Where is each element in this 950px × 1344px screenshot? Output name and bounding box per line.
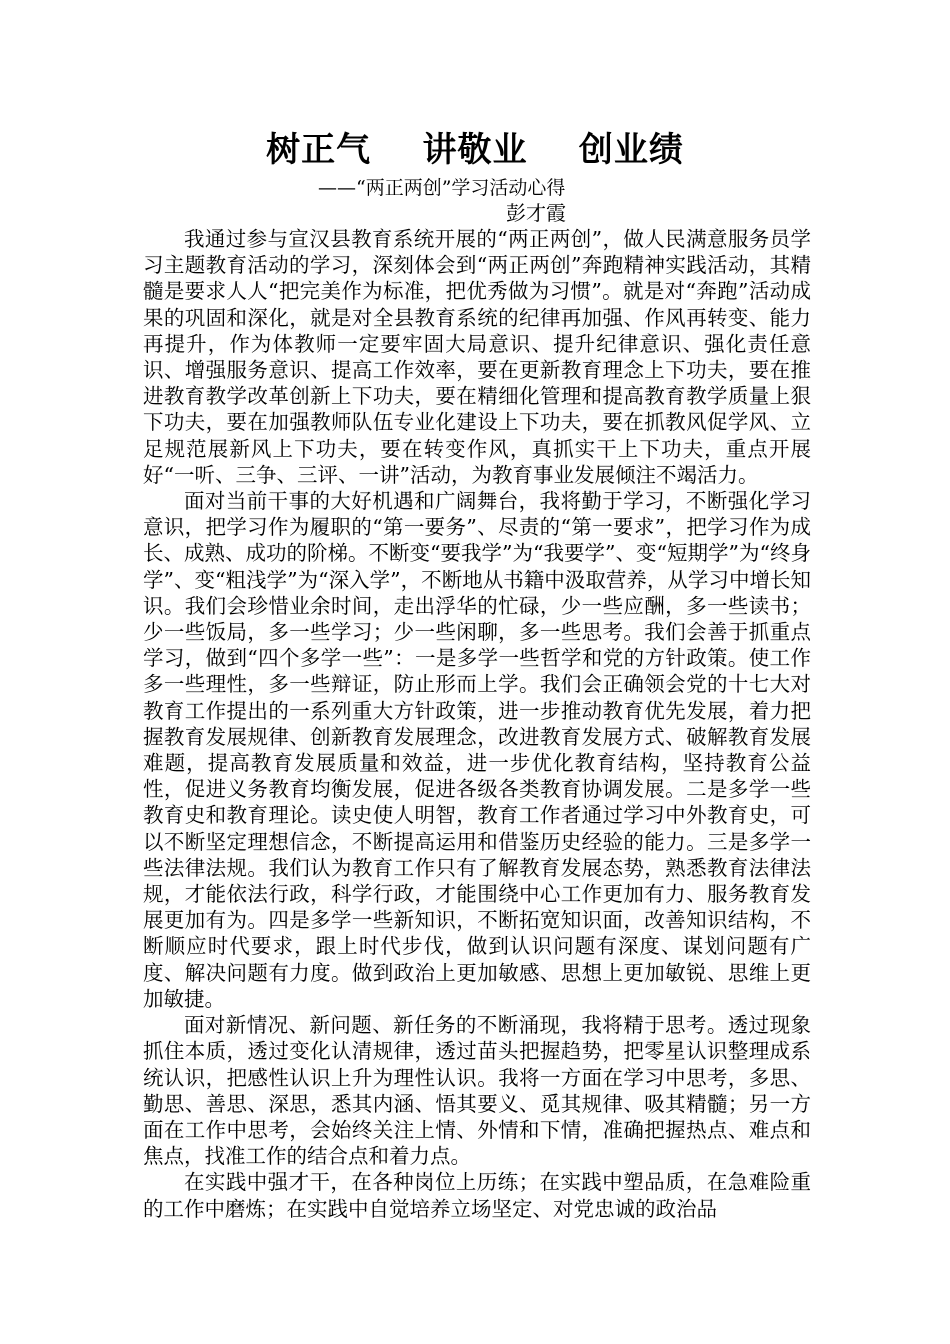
document-title: 树正气 讲敬业 创业绩: [266, 130, 684, 170]
document-body: [143, 226, 811, 1222]
paragraph-3: 面对新情况、新问题、新任务的不断涌现，我将精于思考。透过现象抓住本质，透过变化认清规律，透过苗头把握趋势，把零星认识整理成系统认识，把感性认识上升为理性认识。我将一方面在学习中思考，多思、勤思、善思、深思，悉其内涵、悟其要义、觅其规律、吸其精髓；另一方面在工作中思考，会始终关注上情、外情和下情，准确把握热点、难点和焦点，找准工作的结合点和着力点。: [143, 1013, 811, 1169]
paragraph-1: 我通过参与宣汉县教育系统开展的“两正两创”，做人民满意服务员学习主题教育活动的学习，深刻体会到“两正两创”奔跑精神实践活动，其精髓是要求人人“把完美作为标准，把优秀做为习惯”。就是对“奔跑”活动成果的巩固和深化，就是对全县教育系统的纪律再加强、作风再转变、能力再提升，作为体教师一定要牢固大局意识、提升纪律意识、强化责任意识、增强服务意识、提高工作效率，要在更新教育理念上下功夫，要在推进教育教学改革创新上下功夫，要在精细化管理和提高教育教学质量上狠下功夫，要在加强教师队伍专业化建设上下功夫，要在抓教风促学风、立足规范展新风上下功夫，要在转变作风，真抓实干上下功夫，重点开展好“一听、三争、三评、一讲”活动，为教育事业发展倾注不竭活力。: [143, 227, 811, 487]
paragraph-2: 面对当前干事的大好机遇和广阔舞台，我将勤于学习，不断强化学习意识，把学习作为履职的“第一要务”、尽责的“第一要求”，把学习作为成长、成熟、成功的阶梯。不断变“要我学”为“我要学”、变“短期学”为“终身学”、变“粗浅学”为“深入学”，不断地从书籍中汲取营养，从学习中增长知识。我们会珍惜业余时间，走出浮华的忙碌，少一些应酬，多一些读书；少一些饭局，多一些学习；少一些闲聊，多一些思考。我们会善于抓重点学习，做到“四个多学一些”：一是多学一些哲学和党的方针政策。使工作多一些理性，多一些辩证，防止形而上学。我们会正确领会党的十七大对教育工作提出的一系列重大方针政策，进一步推动教育优先发展，着力把握教育发展规律、创新教育发展理念，改进教育发展方式、破解教育发展难题，提高教育发展质量和效益，进一步优化教育结构，坚持教育公益性，促进义务教育均衡发展，促进各级各类教育协调发展。二是多学一些教育史和教育理论。读史使人明智，教育工作者通过学习中外教育史，可以不断坚定理想信念，不断提高运用和借鉴历史经验的能力。三是多学一些法律法规。我们认为教育工作只有了解教育发展态势，熟悉教育法律法规，才能依法行政，科学行政，才能围绕中心工作更加有力、服务教育发展更加有为。四是多学一些新知识，不断拓宽知识面，改善知识结构，不断顺应时代要求，跟上时代步伐，做到认识问题有深度、谋划问题有广度、解决问题有力度。做到政治上更加敏感、思想上更加敏锐、思维上更加敏捷。: [143, 489, 811, 1011]
document-subtitle: ——“两正两创”学习活动心得: [318, 177, 566, 199]
paragraph-4: 在实践中强才干，在各种岗位上历练；在实践中塑品质，在急难险重的工作中磨炼；在实践中自觉培养立场坚定、对党忠诚的政治品: [143, 1170, 811, 1221]
document-author: 彭才霞: [506, 201, 566, 225]
